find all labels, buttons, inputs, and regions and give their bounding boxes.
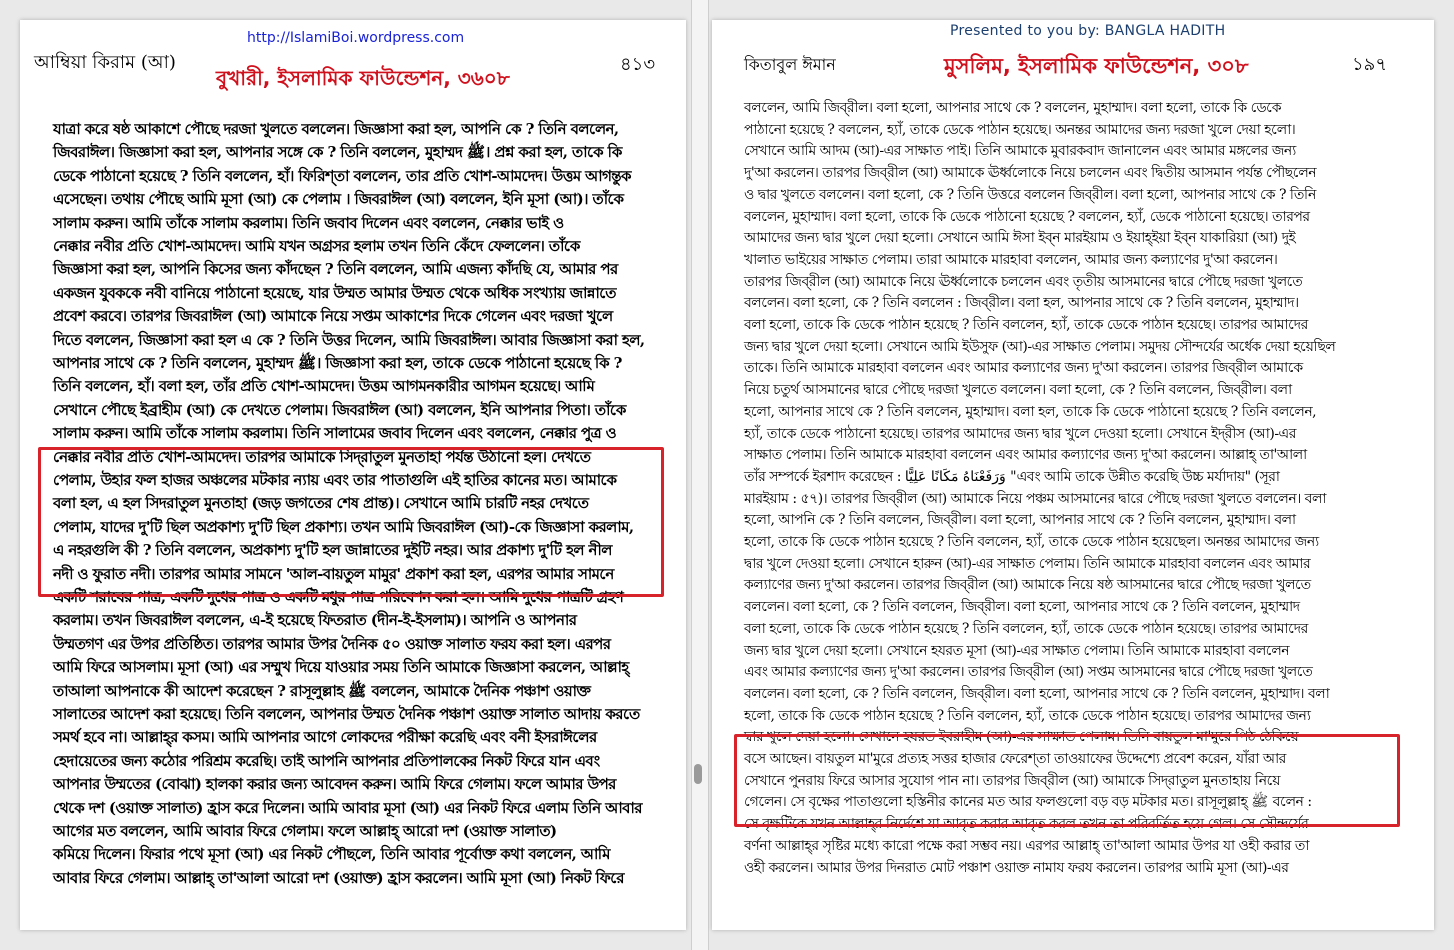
text-line: সাক্ষাত পেলাম। তিনি আমাকে মারহাবা বললেন এবং আমার কল্যাণের জন্য দু'আ করলেন। আল্লাহ্ তা'আলা [744, 447, 1307, 464]
text-line: জন্য দ্বার খুলে দেয়া হলো। সেখানে হযরত মূসা (আ)-এর সাক্ষাত পেলাম। তিনি আমাকে মারহাবা বললেন [744, 642, 1290, 659]
highlight-box [38, 447, 664, 597]
text-line: এবং আমার কল্যাণের জন্য দু'আ করলেন। তারপর জিব্‌রীল (আ) সপ্তম আসমানের দ্বারে পৌছে দরজা খুলতে [744, 664, 1313, 681]
text-line: বললেন, মুহাম্মাদ। বলা হলো, তাকে কি ডেকে পাঠানো হয়েছে ? বললেন, হ্যাঁ, ডেকে পাঠানো হয়েছে। তারপর [744, 208, 1310, 225]
text-line: আমি ফিরে আসলাম। মূসা (আ) এর সম্মুখ দিয়ে যাওয়ার সময় তিনি আমাকে জিজ্ঞাসা করলেন, আল্লাহ্ [53, 658, 629, 677]
text-line: সালাতের আদেশ করা হয়েছে। তিনি বললেন, আপনার উম্মত দৈনিক পঞ্চাশ ওয়াক্ত সালাত আদায় করতে [53, 705, 640, 723]
source-reference: বুখারী, ইসলামিক ফাউন্ডেশন, ৩৬০৮ [216, 66, 510, 90]
scroll-handle[interactable] [694, 764, 702, 784]
text-line: একটি শরাবের পাত্র, একটি দুধের পাত্র ও একটি মধুর পাত্র পরিবেশন করা হল। আমি দুধের পাত্রটি গ্রহণ [53, 588, 624, 606]
text-line: গেলেন। সে বৃক্ষের পাতাগুলো হস্তিনীর কানের মত আর ফলগুলো বড় বড় মটকার মত। রাসূলুল্লাহ্ ﷺ বলেন : [744, 794, 1312, 811]
text-line: বর্ণনা আল্লাহ্‌র সৃষ্টির মধ্যে কারো পক্ষে করা সম্ভব নয়। এরপর আল্লাহ্ তা'আলা আমার উপর যা ওহী করার তা [744, 837, 1309, 854]
text-line: আপনার উম্মতের (বোঝা) হালকা করার জন্য আবেদন করুন। আমি ফিরে গেলাম। ফলে আমার উপর [53, 775, 616, 794]
text-line: আগের মত বললেন, আমি আবার ফিরে গেলাম। ফলে আল্লাহ্ আরো দশ (ওয়াক্ত সালাত) [53, 822, 557, 840]
source-reference: মুসলিম, ইসলামিক ফাউন্ডেশন, ৩০৮ [944, 54, 1249, 78]
text-line: হ্যাঁ, তাকে ডেকে পাঠানো হয়েছে। তারপর আমাদের জন্য দ্বার খুলে দেওয়া হলো। সেখানে ইদ্‌রীস (আ)-এর [744, 425, 1296, 442]
text-line: কমিয়ে দিলেন। ফিরার পথে মূসা (আ) এর নিকট পৌছলে, তিনি আবার পূর্বোক্ত কথা বললেন, আমি [53, 845, 610, 864]
text-line: জিবরাঈল। জিজ্ঞাসা করা হল, আপনার সঙ্গে কে ? তিনি বললেন, মুহাম্মদ ﷺ। প্রশ্ন করা হল, তাকে কি [53, 143, 622, 162]
text-line: সেখানে আমি আদম (আ)-এর সাক্ষাত পাই। তিনি আমাকে মুবারকবাদ জানালেন এবং আমার মঙ্গলের জন্য [744, 143, 1296, 160]
text-line: দিতে বললেন, জিজ্ঞাসা করা হল এ কে ? তিনি উত্তর দিলেন, আমি জিবরাঈল। আবার জিজ্ঞাসা করা হল, [53, 330, 645, 349]
text-line: এ নহরগুলি কী ? তিনি বললেন, অপ্রকাশ্য দু'টি হল জান্নাতের দুইটি নহর। আর প্রকাশ্য দু'টি হল নীল [53, 541, 612, 560]
text-line: জিজ্ঞাসা করা হল, আপনি কিসের জন্য কাঁদছেন ? তিনি বললেন, আমি এজন্য কাঁদছি যে, আমার পর [53, 260, 618, 279]
text-line: তাকে। তিনি আমাকে মারহাবা বললেন এবং আমার কল্যাণের জন্য দু'আ করলেন। তারপর জিব্‌রীল আমাকে [744, 360, 1303, 377]
text-line: করলাম। তখন জিবরাঈল বললেন, এ-ই হয়েছে ফিতরাত (দীন-ই-ইসলাম)। আপনি ও আপনার [53, 611, 577, 630]
text-line: সালাম করুন। আমি তাঁকে সালাম করলাম। তিনি জবাব দিলেন এবং বললেন, নেক্কার ভাই ও [53, 213, 564, 232]
text-line: নিয়ে চতুর্থ আসমানের দ্বারে পৌছে দরজা খুলতে বললেন। বলা হলো, কে ? তিনি বললেন, জিব্‌রীল। বলা [744, 382, 1292, 399]
text-line: দু'আ করলেন। তারপর জিব্‌রীল (আ) আমাকে ঊর্ধ্বলোকে নিয়ে চললেন এবং দ্বিতীয় আসমান পর্যন্ত পৌছলেন [744, 165, 1317, 182]
text-line: খালাত ভাইয়ের সাক্ষাত পেলাম। তারা আমাকে মারহাবা বললেন, আমার জন্য কল্যাণের দু'আ করলেন। [744, 251, 1278, 268]
text-line: ডেকে পাঠানো হয়েছে ? তিনি বললেন, হাঁ। ফিরিশ্‌তা বললেন, তার প্রতি খোশ-আমদেদ। উত্তম আগন্তুক [53, 166, 631, 185]
text-line: আবার ফিরে গেলাম। আল্লাহ্ তা'আলা আরো দশ (ওয়াক্ত) হ্রাস করলেন। আমি মূসা (আ) নিকট ফিরে [53, 868, 624, 887]
page-header-title: আম্বিয়া কিরাম (আ) [34, 52, 176, 73]
presented-by-credit: Presented to you by: BANGLA HADITH [950, 23, 1226, 39]
text-line: তাআলা আপনাকে কী আদেশ করেছেন ? রাসূলুল্লাহ ﷺ বললেন, আমাকে দৈনিক পঞ্চাশ ওয়াক্ত [53, 681, 591, 700]
text-line: বলা হল, এ হল সিদরাতুল মুনতাহা (জড় জগতের শেষ প্রান্ত)। সেখানে আমি চারটি নহর দেখতে [53, 494, 589, 513]
text-line: একজন যুবককে নবী বানিয়ে পাঠানো হয়েছে, যার উম্মত আমার উম্মত থেকে অধিক সংখ্যায় জান্নাতে [53, 283, 616, 302]
text-line: জন্য দ্বার খুলে দেয়া হলো। সেখানে আমি ইউসুফ (আ)-এর সাক্ষাত পেলাম। সমুদয় সৌন্দর্যের অর্ধেক দেয়া হয়েছিল [744, 338, 1336, 355]
highlight-box [734, 734, 1400, 827]
text-line: বললেন, আমি জিব্‌রীল। বলা হলো, আপনার সাথে কে ? বললেন, মুহাম্মাদ। বলা হলো, তাকে কি ডেকে [744, 100, 1282, 116]
text-line: বসে আছেন। বায়তুল মা'মুরে প্রত্যহ সত্তর হাজার ফেরেশ্‌তা তাওয়াফের উদ্দেশ্যে প্রবেশ করেন, যাঁরা আর [744, 751, 1286, 767]
text-line: পেলাম, যাদের দু'টি ছিল অপ্রকাশ্য দু'টি ছিল প্রকাশ্য। তখন আমি জিবরাঈল (আ)-কে জিজ্ঞাসা করলাম, [53, 517, 634, 536]
text-line: তারপর জিব্‌রীল (আ) আমাকে নিয়ে ঊর্ধ্বলোকে চললেন এবং তৃতীয় আসমানের দ্বারে পৌছে দরজা খুলতে [744, 273, 1303, 290]
text-line: থেকে দশ (ওয়াক্ত সালাত) হ্রাস করে দিলেন। আমি আবার মূসা (আ) এর নিকট ফিরে এলাম তিনি আবার [53, 798, 642, 817]
text-line: সেখানে পৌছে ইব্রাহীম (আ) কে দেখতে পেলাম। জিবরাঈল (আ) বললেন, ইনি আপনার পিতা। তাঁকে [53, 400, 626, 419]
text-line: হলো, আপনি কে ? তিনি বললেন, জিব্‌রীল। বলা হলো, আপনার সাথে কে ? তিনি বললেন, মুহাম্মাদ। বলা [744, 512, 1296, 529]
text-line: পেলাম, উহার ফল হাজর অঞ্চলের মটকার ন্যায় এবং তার পাতাগুলি এই হাতির কানের মত। আমাকে [53, 471, 617, 489]
text-line: হলো, তাকে কি ডেকে পাঠান হয়েছে ? তিনি বললেন, হ্যাঁ, তাকে ডেকে পাঠান হয়েছেল। অনন্তর আমাদের জন্য [744, 534, 1319, 550]
text-line: সেখানে পুনরায় ফিরে আসার সুযোগ পান না। তারপর জিব্‌রীল (আ) আমাকে সিদ্‌রাতুল মুনতাহায় নিয়ে [744, 772, 1280, 789]
page-number: ১৯৭ [1352, 54, 1388, 75]
text-line: দ্বার খুলে দেওয়া হলো। সেখানে হারুন (আ)-এর সাক্ষাত পেলাম। তিনি আমাকে মারহাবা বললেন এবং আমার [744, 555, 1311, 572]
text-line: কল্যাণের জন্য দু'আ করলেন। তারপর জিব্‌রীল (আ) আমাকে নিয়ে ষষ্ঠ আসমানের দ্বারে পৌছে দরজা খুলতে [744, 577, 1311, 594]
text-line: পাঠানো হয়েছে ? বললেন, হ্যাঁ, তাকে ডেকে পাঠান হয়েছে। অনন্তর আমাদের জন্য দরজা খুলে দেয়া হলো। [744, 121, 1296, 138]
text-line: সালাম করুন। আমি তাঁকে সালাম করলাম। তিনি সালামের জবাব দিলেন এবং বললেন, নেক্কার পুত্র ও [53, 424, 617, 443]
text-line: উম্মতগণ এর উপর প্রতিষ্ঠিত। তারপর আমার উপর দৈনিক ৫০ ওয়াক্ত সালাত ফরয করা হল। এরপর [53, 634, 611, 653]
text-line: প্রবেশ করবে। তারপর জিবরাঈল (আ) আমাকে নিয়ে সপ্তম আকাশের দিকে গেলেন এবং দরজা খুলে [53, 307, 613, 326]
text-line: মারইয়াম : ৫৭)। তারপর জিব্‌রীল (আ) আমাকে নিয়ে পঞ্চম আসমানের দ্বারে পৌছে দরজা খুলতে বললেন। বলা [744, 490, 1326, 507]
website-url[interactable]: http://IslamiBoi.wordpress.com [247, 30, 465, 46]
text-line: সমর্থ হবে না। আল্লাহ্‌র কসম। আমি আপনার আগে লোকদের পরীক্ষা করেছি এবং বনী ইসরাঈলের [53, 728, 597, 747]
text-line: নদী ও ফুরাত নদী। তারপর আমার সামনে 'আল-বায়তুল মামুর' প্রকাশ করা হল, এরপর আমার সামনে [53, 564, 614, 583]
text-line: এসেছেন। তথায় পৌছে আমি মূসা (আ) কে পেলাম । জিবরাঈল (আ) বললেন, ইনি মূসা (আ)। তাঁকে [53, 190, 624, 209]
text-line: হেদায়েতের জন্য কঠোর পরিশ্রম করেছি। তাই আপনি আপনার প্রতিপালকের নিকট ফিরে যান এবং [53, 751, 600, 770]
text-line: তাঁর সম্পর্কে ইরশাদ করেছেন : وَرَفَعْنَاهُ مَكَانًا عَلِيًّا "এবং আমি তাকে উন্নীত করেছি উচ্চ মর্যাদায়" (সূরা [744, 468, 1280, 485]
left-page [20, 20, 686, 930]
text-line: নেক্কার নবীর প্রতি খোশ-আমদেদ। তারপর আমাকে সিদ্‌রাতুল মুনতাহা পর্যন্ত উঠানো হল। দেখতে [53, 447, 591, 466]
text-line: সে বৃক্ষটিকে যখন আল্লাহ্‌র নির্দেশে যা আবৃত করার আবৃত করল তখন তা পরিবর্তিত হয়ে গেল। সে সৌন্দর্যের [744, 816, 1309, 833]
text-line: ও দ্বার খুলতে বললেন। বলা হলো, কে ? তিনি উত্তরে বললেন জিব্‌রীল। বলা হলো, আপনার সাথে কে ? তিনি [744, 186, 1316, 203]
page-gutter [691, 0, 709, 950]
text-line: বললেন। বলা হলো, কে ? তিনি বললেন : জিব্‌রীল। বলা হল, আপনার সাথে কে ? তিনি বললেন, মুহাম্মাদ। [744, 295, 1299, 312]
text-line: তিনি বললেন, হাঁ। বলা হল, তাঁর প্রতি খোশ-আমদেদ। উত্তম আগমনকারীর আগমন হয়েছে। আমি [53, 377, 595, 396]
text-line: বলা হলো, তাকে কি ডেকে পাঠান হয়েছে ? তিনি বললেন, হ্যাঁ, তাকে ডেকে পাঠান হয়েছে। তারপর আমাদের [744, 620, 1308, 637]
text-line: আপনার সাথে কে ? তিনি বললেন, মুহাম্মদ ﷺ। জিজ্ঞাসা করা হল, তাকে ডেকে পাঠানো হয়েছে কি ? [53, 354, 622, 372]
text-line: দ্বার খুলে দেয়া হলো। সেখানে হযরত ইবরাহীম (আ)-এর সাক্ষাত পেলাম। তিনি বায়তুল মা'মুরে পিঠ ঠেকিয়ে [744, 729, 1299, 746]
text-line: যাত্রা করে ষষ্ঠ আকাশে পৌছে দরজা খুলতে বললেন। জিজ্ঞাসা করা হল, আপনি কে ? তিনি বললেন, [53, 120, 619, 138]
text-line: ওহী করলেন। আমার উপর দিনরাত মোট পঞ্চাশ ওয়াক্ত নামায ফরয করলেন। তারপর আমি মূসা (আ)-এর [744, 859, 1289, 876]
text-line: আমাদের জন্য দ্বার খুলে দেয়া হলো। সেখানে আমি ঈসা ইব্‌ন মারইয়াম ও ইয়াহ্‌ইয়া ইব্‌ন যাকারিয়া (আ) দুই [744, 230, 1296, 247]
text-line: বললেন। বলা হলো, কে ? তিনি বললেন, জিব্‌রীল। বলা হলো, আপনার সাথে কে ? তিনি বললেন, মুহাম্মাদ [744, 599, 1300, 616]
page-number: ৪১৩ [620, 54, 656, 75]
text-line: বলা হলো, তাকে কি ডেকে পাঠান হয়েছে ? তিনি বললেন, হ্যাঁ, তাকে ডেকে পাঠান হয়েছে। তারপর আমাদের [744, 317, 1308, 333]
text-line: বললেন। বলা হলো, কে ? তিনি বললেন, জিব্‌রীল। বলা হলো, আপনার সাথে কে ? তিনি বললেন, মুহাম্মাদ। বলা [744, 685, 1330, 702]
text-line: হলো, তাকে কি ডেকে পাঠান হয়েছে ? তিনি বললেন, হ্যাঁ, তাকে ডেকে পাঠান হয়েছে। তারপর আমাদের জন্য [744, 707, 1311, 724]
text-line: হলো, আপনার সাথে কে ? তিনি বললেন, মুহাম্মাদ। বলা হল, তাকে কি ডেকে পাঠানো হয়েছে ? তিনি বললেন, [744, 403, 1317, 420]
text-line: নেক্কার নবীর প্রতি খোশ-আমদেদ। আমি যখন অগ্রসর হলাম তখন তিনি কেঁদে ফেললেন। তাঁকে [53, 237, 580, 255]
page-header-title: কিতাবুল ঈমান [744, 55, 836, 74]
right-page [712, 20, 1434, 930]
